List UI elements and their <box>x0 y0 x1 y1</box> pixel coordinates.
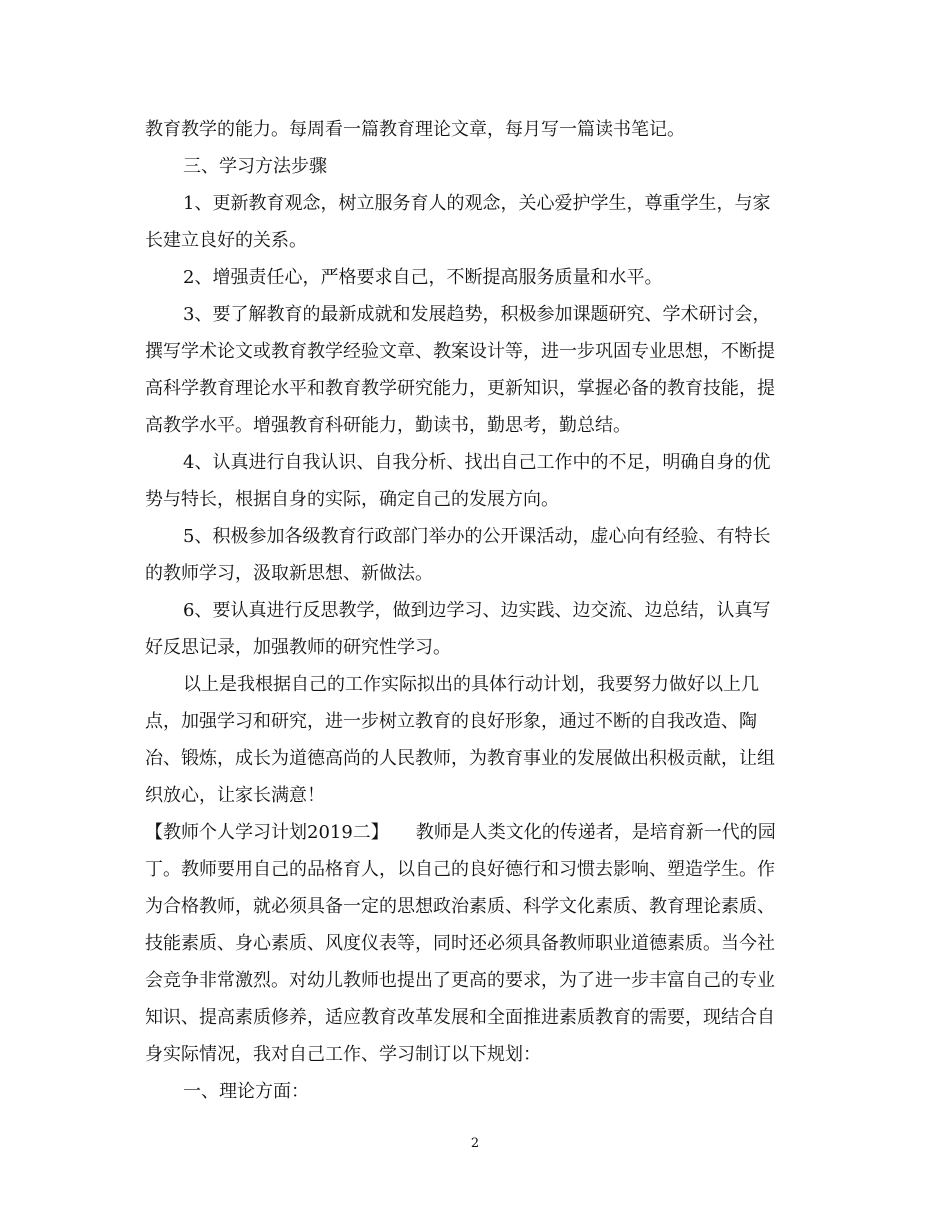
text-line: 撰写学术论文或教育教学经验文章、教案设计等，进一步巩固专业思想，不断提 <box>145 341 775 362</box>
text-line: 1、更新教育观念，树立服务育人的观念，关心爱护学生，尊重学生，与家 <box>183 193 771 214</box>
section-heading: 三、学习方法步骤 <box>183 156 327 177</box>
text-line: 织放心，让家长满意！ <box>145 785 325 806</box>
text-line: 冶、锻炼，成长为道德高尚的人民教师，为教育事业的发展做出积极贡献，让组 <box>145 748 775 769</box>
text-line: 3、要了解教育的最新成就和发展趋势，积极参加课题研究、学术研讨会， <box>183 304 771 325</box>
text-line: 为合格教师，就必须具备一定的思想政治素质、科学文化素质、教育理论素质、 <box>145 896 775 917</box>
text-line: 知识、提高素质修养，适应教育改革发展和全面推进素质教育的需要，现结合自 <box>145 1007 775 1028</box>
text-line: 好反思记录，加强教师的研究性学习。 <box>145 637 451 658</box>
text-line: 丁。教师要用自己的品格育人，以自己的良好德行和习惯去影响、塑造学生。作 <box>145 859 775 880</box>
section-title-line: 【教师个人学习计划2019二】 教师是人类文化的传递者，是培育新一代的园 <box>145 822 776 843</box>
text-line: 教育教学的能力。每周看一篇教育理论文章，每月写一篇读书笔记。 <box>145 119 685 140</box>
text-line: 技能素质、身心素质、风度仪表等，同时还必须具备教师职业道德素质。当今社 <box>145 933 775 954</box>
text-line: 点，加强学习和研究，进一步树立教育的良好形象，通过不断的自我改造、陶 <box>145 711 757 732</box>
page-number: 2 <box>470 1136 480 1151</box>
text-line: 以上是我根据自己的工作实际拟出的具体行动计划，我要努力做好以上几 <box>183 674 759 695</box>
text-line: 2、增强责任心，严格要求自己，不断提高服务质量和水平。 <box>183 267 663 288</box>
text-line: 会竞争非常激烈。对幼儿教师也提出了更高的要求，为了进一步丰富自己的专业 <box>145 970 775 991</box>
text-line: 6、要认真进行反思教学，做到边学习、边实践、边交流、边总结，认真写 <box>183 600 771 621</box>
section-heading: 一、理论方面： <box>183 1081 309 1102</box>
text-line: 长建立良好的关系。 <box>145 230 307 251</box>
text-line: 4、认真进行自我认识、自我分析、找出自己工作中的不足，明确自身的优 <box>183 452 771 473</box>
text-line: 势与特长，根据自身的实际，确定自己的发展方向。 <box>145 489 559 510</box>
text-line: 身实际情况，我对自己工作、学习制订以下规划： <box>145 1044 541 1065</box>
text-line: 高教学水平。增强教育科研能力，勤读书，勤思考，勤总结。 <box>145 415 631 436</box>
text-line: 5、积极参加各级教育行政部门举办的公开课活动，虚心向有经验、有特长 <box>183 526 771 547</box>
text-line: 的教师学习，汲取新思想、新做法。 <box>145 563 433 584</box>
text-line: 高科学教育理论水平和教育教学研究能力，更新知识，掌握必备的教育技能，提 <box>145 378 775 399</box>
